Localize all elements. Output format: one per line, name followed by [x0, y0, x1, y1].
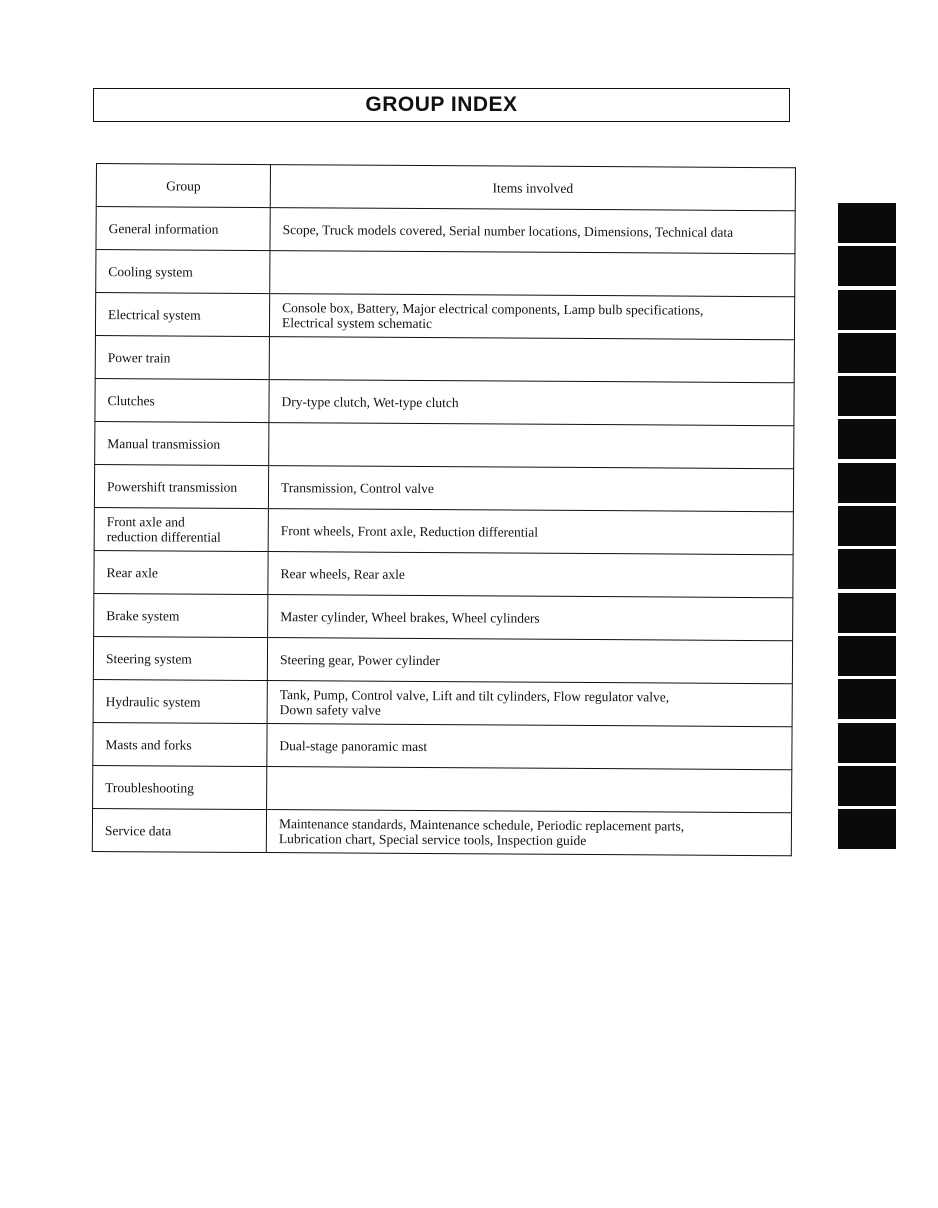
section-tab-marker — [838, 463, 896, 503]
section-tab-marker — [838, 290, 896, 330]
items-cell — [269, 423, 794, 469]
table-row — [95, 335, 794, 382]
section-tab-marker — [838, 203, 896, 243]
section-tab-marker — [838, 506, 896, 546]
table-body — [92, 207, 795, 856]
group-cell: Steering system — [93, 636, 267, 680]
group-cell: Clutches — [95, 378, 269, 422]
table-row — [94, 593, 793, 640]
group-cell: Manual transmission — [95, 421, 269, 465]
section-tab-marker — [838, 766, 896, 806]
table-row — [94, 507, 793, 554]
table-row — [93, 765, 792, 812]
table-row — [95, 378, 794, 425]
items-cell: Dual-stage panoramic mast — [267, 724, 792, 770]
table-row — [96, 207, 795, 254]
items-cell — [267, 767, 792, 813]
page-title: GROUP INDEX — [365, 93, 518, 116]
items-cell: Rear wheels, Rear axle — [268, 552, 793, 598]
table-row — [92, 808, 791, 855]
items-cell: Console box, Battery, Major electrical components, Lamp bulb specifications, Electrical system schematic — [269, 294, 794, 340]
items-cell — [270, 251, 795, 297]
items-cell: Maintenance standards, Maintenance schedule, Periodic replacement parts, Lubrication chart, Special service tools, Inspection guide — [266, 810, 791, 856]
table-row — [94, 550, 793, 597]
group-cell: Hydraulic system — [93, 679, 267, 723]
items-cell — [269, 337, 794, 383]
table-row — [94, 464, 793, 511]
section-tab-marker — [838, 723, 896, 763]
section-tab-marker — [838, 679, 896, 719]
items-cell: Master cylinder, Wheel brakes, Wheel cylinders — [268, 595, 793, 641]
items-cell: Dry-type clutch, Wet-type clutch — [269, 380, 794, 426]
group-cell: Powershift transmission — [94, 464, 268, 508]
group-cell: Masts and forks — [93, 722, 267, 766]
group-cell: General information — [96, 207, 270, 251]
header-items: Items involved — [270, 165, 795, 211]
group-index-table — [92, 163, 796, 856]
table-header-row — [96, 164, 795, 211]
group-cell: Power train — [95, 335, 269, 379]
section-tab-marker — [838, 246, 896, 286]
group-cell: Front axle and reduction differential — [94, 507, 268, 551]
group-cell: Service data — [92, 808, 266, 852]
section-tab-marker — [838, 549, 896, 589]
table-row — [93, 679, 792, 726]
items-cell: Front wheels, Front axle, Reduction differential — [268, 509, 793, 555]
section-tabs — [838, 203, 896, 852]
section-tab-marker — [838, 809, 896, 849]
group-cell: Rear axle — [94, 550, 268, 594]
section-tab-marker — [838, 636, 896, 676]
header-group: Group — [96, 164, 270, 208]
section-tab-marker — [838, 376, 896, 416]
items-cell: Transmission, Control valve — [268, 466, 793, 512]
group-cell: Troubleshooting — [93, 765, 267, 809]
group-cell: Brake system — [94, 593, 268, 637]
table-row — [95, 421, 794, 468]
items-cell: Steering gear, Power cylinder — [267, 638, 792, 684]
items-cell: Scope, Truck models covered, Serial number locations, Dimensions, Technical data — [270, 208, 795, 254]
table-row — [93, 636, 792, 683]
section-tab-marker — [838, 419, 896, 459]
table-row — [96, 250, 795, 297]
table-row — [93, 722, 792, 769]
items-cell: Tank, Pump, Control valve, Lift and tilt cylinders, Flow regulator valve, Down safety valve — [267, 681, 792, 727]
section-tab-marker — [838, 593, 896, 633]
title-box — [93, 88, 790, 122]
section-tab-marker — [838, 333, 896, 373]
group-cell: Cooling system — [96, 250, 270, 294]
table-row — [95, 293, 794, 340]
group-cell: Electrical system — [95, 293, 269, 337]
